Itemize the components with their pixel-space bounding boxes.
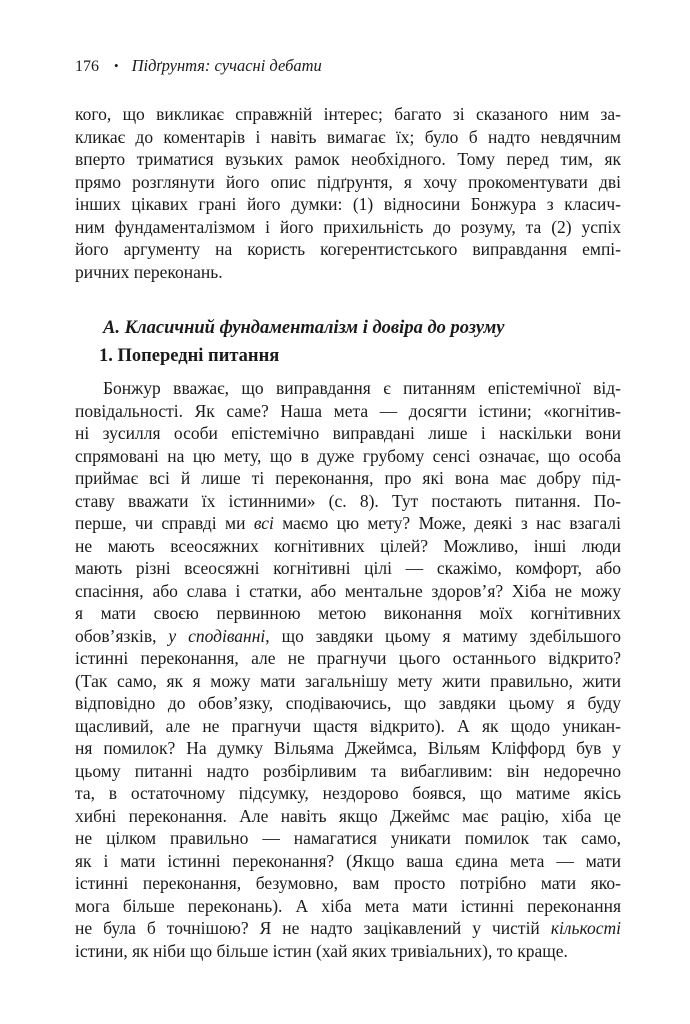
text-run: хибні переконання. Але навіть якщо Джеймс має рацію, хіба це [75, 805, 621, 826]
subsection-heading-1: 1. Попередні питання [99, 346, 280, 366]
text-run: його аргументу на користь когерентистського виправдання емпі- [75, 239, 621, 259]
text-run: ня помилок? На думку Вільяма Джеймса, Вільям Кліффорд був у [75, 738, 621, 758]
paragraph-main [75, 377, 621, 962]
text-run: , що завдяки цьому я матиму здебільшого [265, 625, 621, 646]
text-line [75, 850, 621, 873]
italic-text-run: всі [253, 513, 274, 533]
text-line [75, 445, 621, 468]
text-run: кликає до коментарів і навіть вимагає їх; було б надто невдячним [75, 126, 621, 147]
text-line [75, 625, 621, 648]
text-line [75, 670, 621, 693]
text-run: я мати своєю первинною метою виконання моїх когнітивних [75, 603, 621, 623]
italic-text-run: у сподіванні [168, 625, 266, 646]
text-line [75, 872, 621, 895]
text-run: відповідно до обов’язку, сподіваючись, що завдяки цьому я буду [75, 693, 621, 713]
text-line [75, 216, 621, 239]
text-line [75, 193, 621, 216]
text-run: прямо розглянути його опис підґрунтя, я хочу прокоментувати дві [75, 171, 621, 192]
text-line [75, 490, 621, 513]
section-heading-a: А. Класичний фундаменталізм і довіра до розуму [103, 318, 505, 338]
text-run: істинні переконання, але не прагнучи цього останнього відкрито? [75, 648, 621, 668]
text-run: істини, як ніби що більше істин (хай яких тривіальних), то краще. [75, 940, 568, 961]
text-run: спасіння, або слава і статки, або ментальне здоров’я? Хіба не можу [75, 580, 621, 601]
page-number: 176 [75, 58, 99, 75]
text-run: ставу вважати їх істинними» (с. 8). Тут постають питання. По- [75, 490, 621, 511]
text-line [75, 148, 621, 171]
text-line [75, 535, 621, 558]
text-line [75, 261, 621, 284]
text-run: ні зусилля особи епістемічно виправдані лише і наскільки вони [75, 423, 621, 443]
text-run: не цілком правильно — намагатися уникати помилок так само, [75, 828, 621, 848]
text-run: вперто триматися вузьких рамок необхідного. Тому перед тим, як [75, 149, 621, 169]
running-header [75, 56, 621, 77]
text-line [75, 782, 621, 805]
text-line [75, 126, 621, 149]
text-line [75, 580, 621, 603]
text-run: спрямовані на цю мету, що в дуже грубому сенсі означає, що особа [75, 445, 621, 466]
text-run: (Так само, як я можу мати загальнішу мету жити правильно, жити [75, 670, 621, 691]
text-line [75, 400, 621, 423]
text-line [75, 805, 621, 828]
header-separator-dot: • [114, 58, 119, 73]
text-run: кого, що викликає справжній інтерес; багато зі сказаного ним за- [75, 104, 621, 124]
text-line [75, 692, 621, 715]
text-run: мога більше переконань). А хіба мета мати істинні переконання [75, 895, 621, 916]
text-line [75, 238, 621, 261]
text-line [75, 760, 621, 783]
text-line [75, 377, 621, 400]
text-run: щасливий, але не прагнучи щастя відкрито). А як щодо уникан- [75, 715, 621, 736]
text-line [75, 422, 621, 445]
text-line [75, 715, 621, 738]
text-run: перше, чи справді ми [75, 513, 254, 533]
text-run: повідальності. Як саме? Наша мета — досягти істини; «когнітив- [75, 400, 621, 421]
text-run: істинні переконання, безумовно, вам просто потрібно мати яко- [75, 873, 621, 893]
text-run: Бонжур вважає, що виправдання є питанням епістемічної від- [103, 378, 621, 398]
text-line [75, 557, 621, 580]
text-line [75, 647, 621, 670]
text-run: обов’язків, [75, 625, 169, 646]
paragraph-continuation [75, 103, 621, 283]
text-run: мають різні всеосяжні когнітивні цілі — скажімо, комфорт, або [75, 558, 621, 578]
text-run: маємо цю мету? Може, деякі з нас взагалі [273, 513, 621, 533]
text-line [75, 602, 621, 625]
running-title: Підґрунтя: сучасні дебати [131, 56, 322, 75]
text-line [75, 467, 621, 490]
text-run: приймає всі й лише ті переконання, про які вона має добру під- [75, 468, 621, 488]
text-line [75, 917, 621, 940]
text-line [75, 940, 621, 963]
text-line [75, 103, 621, 126]
text-line [75, 895, 621, 918]
text-line [75, 512, 621, 535]
text-run: не мають всеосяжних когнітивних цілей? Можливо, інші люди [75, 535, 621, 556]
text-run: ричних переконань. [75, 261, 223, 282]
text-line [75, 737, 621, 760]
italic-text-run: кількості [550, 918, 621, 938]
text-run: не була б точнішою? Я не надто зацікавлений у чистій [75, 918, 551, 938]
text-run: ним фундаменталізмом і його прихильність до розуму, та (2) успіх [75, 216, 621, 237]
text-line [75, 171, 621, 194]
text-run: цьому питанні надто розбірливим та вибагливим: він недоречно [75, 760, 621, 781]
text-run: та, в остаточному підсумку, нездорово боявся, що матиме якісь [75, 783, 621, 803]
text-run: як і мати істинні переконання? (Якщо ваша єдина мета — мати [75, 850, 621, 871]
text-line [75, 827, 621, 850]
text-run: інших цікавих грані його думки: (1) відносини Бонжура з класич- [75, 194, 621, 214]
